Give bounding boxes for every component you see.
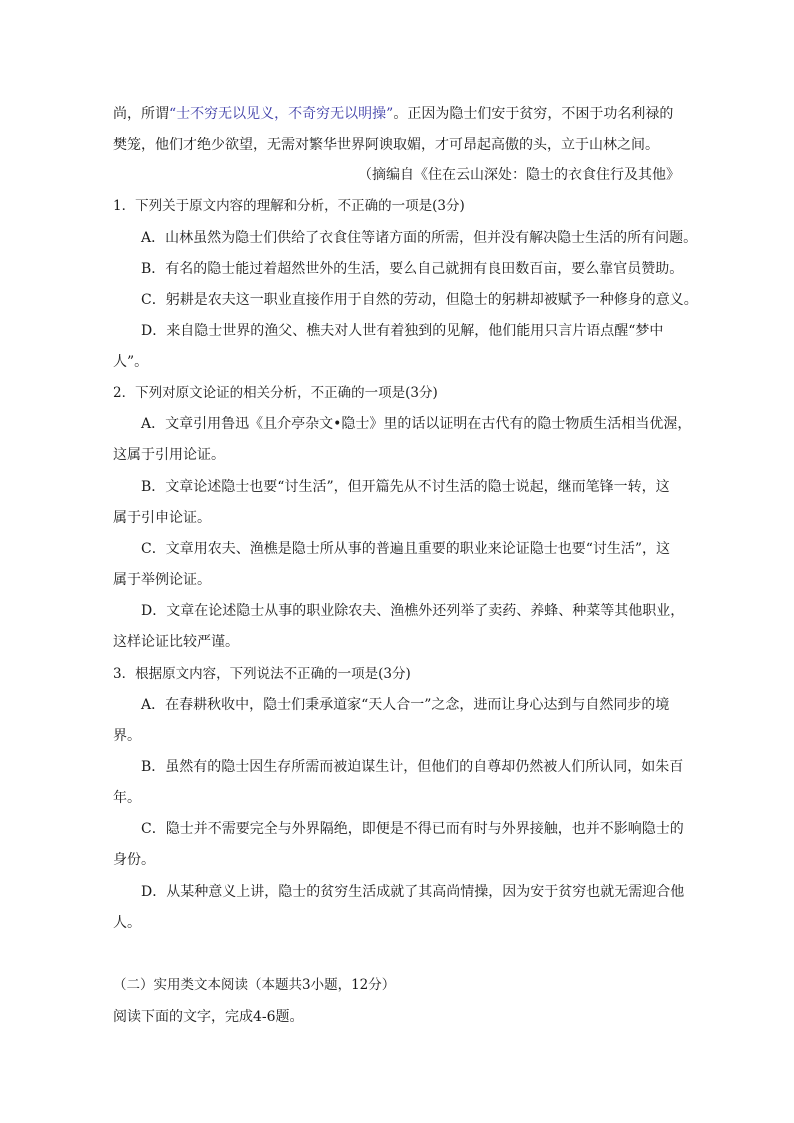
section-2-instruction: 阅读下面的文字，完成4-6题。 [113, 1009, 304, 1025]
question-3-option-b: B．虽然有的隐士因生存所需而被迫谋生计，但他们的自尊却仍然被人们所认同，如朱百 [141, 759, 684, 775]
question-2-stem: 2．下列对原文论证的相关分析，不正确的一项是(3分) [113, 385, 438, 401]
question-1-option-c: C．躬耕是农夫这一职业直接作用于自然的劳动，但隐士的躬耕却被赋予一种修身的意义。 [141, 292, 698, 308]
passage-line-2: 樊笼，他们才绝少欲望，无需对繁华世界阿谀取媚，才可昂起高傲的头，立于山林之间。 [113, 137, 659, 153]
question-3-option-c-cont: 身份。 [113, 852, 155, 868]
passage-text: 尚，所谓 [113, 106, 169, 122]
question-2-option-c: C．文章用农夫、渔樵是隐士所从事的普遍且重要的职业来论证隐士也要“讨生活”，这 [141, 541, 671, 557]
question-3-stem: 3．根据原文内容，下列说法不正确的一项是(3分) [113, 666, 411, 682]
question-3-option-c: C．隐士并不需要完全与外界隔绝，即便是不得已而有时与外界接触，也并不影响隐士的 [141, 821, 684, 837]
question-2-option-a-cont: 这属于引用论证。 [113, 447, 225, 463]
question-2-option-d-cont: 这样论证比较严谨。 [113, 634, 239, 650]
question-2-option-b: B．文章论述隐士也要“讨生活”，但开篇先从不讨生活的隐士说起，继而笔锋一转，这 [141, 479, 670, 495]
question-1-option-d-cont: 人”。 [113, 354, 149, 370]
question-2-option-b-cont: 属于引申论证。 [113, 510, 211, 526]
question-3-option-b-cont: 年。 [113, 790, 141, 806]
question-1-option-d: D．来自隐士世界的渔父、樵夫对人世有着独到的见解，他们能用只言片语点醒“梦中 [141, 323, 664, 339]
passage-text: 。正因为隐士们安于贫穷，不困于功名利禄的 [393, 106, 674, 122]
question-3-option-d: D．从某种意义上讲，隐士的贫穷生活成就了其高尚情操，因为安于贫穷也就无需迎合他 [141, 884, 685, 900]
question-3-option-a-cont: 界。 [113, 728, 141, 744]
question-1-option-b: B．有名的隐士能过着超然世外的生活，要么自己就拥有良田数百亩，要么靠官员赞助。 [141, 261, 684, 277]
question-2-option-c-cont: 属于举例论证。 [113, 572, 211, 588]
question-2-option-d: D．文章在论述隐士从事的职业除农夫、渔樵外还列举了卖药、养蜂、种菜等其他职业， [141, 603, 685, 619]
passage-source: （摘编自《住在云山深处：隐士的衣食住行及其他》 [358, 167, 680, 183]
question-1-stem: 1．下列关于原文内容的理解和分析，不正确的一项是(3分) [113, 198, 465, 214]
question-3-option-a: A．在春耕秋收中，隐士们秉承道家“天人合一”之念，进而让身心达到与自然同步的境 [141, 697, 670, 713]
passage-line-1 [113, 105, 683, 123]
question-1-option-a: A．山林虽然为隐士们供给了衣食住等诸方面的所需，但并没有解决隐士生活的所有问题。 [141, 230, 698, 246]
passage-quote: “士不穷无以见义，不奇穷无以明操” [169, 106, 394, 122]
question-2-option-a: A．文章引用鲁迅《且介亭杂文•隐士》里的话以证明在古代有的隐士物质生活相当优渥， [141, 416, 692, 432]
question-3-option-d-cont: 人。 [113, 915, 141, 931]
section-2-heading: （二）实用类文本阅读（本题共3小题，12分） [113, 977, 396, 993]
